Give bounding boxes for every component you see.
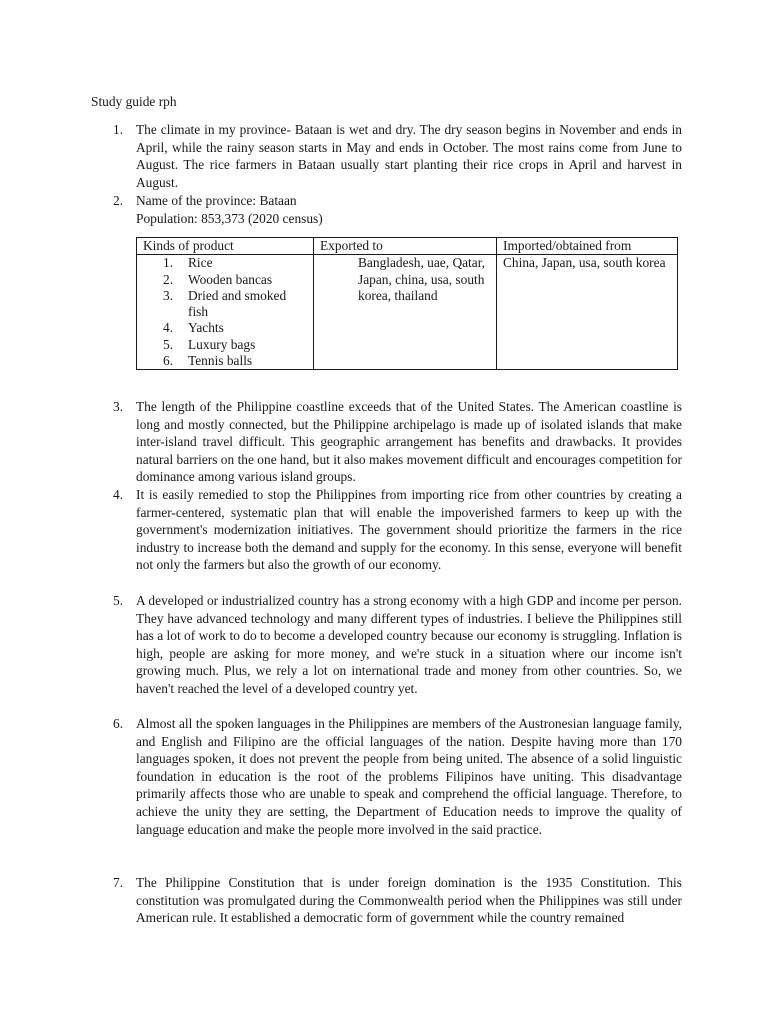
products-cell: [137, 255, 314, 370]
product-number: 4.: [163, 320, 174, 336]
product-name: Yachts: [188, 320, 224, 336]
exported-to-cell: Bangladesh, uae, Qatar, Japan, china, usa, south korea, thailand: [314, 255, 497, 370]
item-text-block: [136, 192, 682, 227]
item-number: 3.: [113, 399, 124, 414]
header-exported-to: Exported to: [314, 238, 497, 255]
product-list: [143, 255, 307, 369]
province-name: Name of the province: Bataan: [136, 193, 297, 208]
item-number: 6.: [113, 716, 124, 731]
item-text: The Philippine Constitution that is under foreign domination is the 1935 Constitution. This constitution was promulgated during the Commonwealth period when the Philippines was still under American rule. It established a democratic form of government while the country remained: [136, 875, 682, 926]
province-population: Population: 853,373 (2020 census): [136, 210, 323, 226]
document-title: Study guide rph: [91, 94, 177, 109]
product-number: 3.: [163, 287, 174, 303]
product-item: [143, 320, 307, 336]
item-text: Almost all the spoken languages in the Philippines are members of the Austronesian language family, and English and Filipino are the official languages of the nation. Despite having more than 170 languages spoken, it does not prevent the people from being united. The absence of a solid linguistic foundation in education is the root of the problems Filipinos have uniting. This disadvantage primarily affects those who are unable to speak and comprehend the official language. Therefore, to achieve the unity they are setting, the Department of Education needs to improve the quality of language education and make the people more involved in the said practice.: [136, 716, 682, 837]
table-header-row: [137, 238, 678, 255]
item-number: 4.: [113, 487, 124, 502]
item-text: It is easily remedied to stop the Philippines from importing rice from other countries by creating a farmer-centered, systematic plan that will enable the impoverished farmers to keep up with the government's modernization initiatives. The government should prioritize the farmers in the rice industry to increase both the demand and supply for the economy. In this sense, everyone will benefit not only the farmers but also the growth of our economy.: [136, 487, 682, 573]
imported-from-cell: China, Japan, usa, south korea: [497, 255, 678, 370]
product-number: 5.: [163, 336, 174, 352]
products-table: [136, 237, 678, 370]
product-item: [143, 337, 307, 353]
product-name: Tennis balls: [188, 353, 253, 369]
product-name: Wooden bancas: [188, 271, 273, 287]
product-item: [143, 272, 307, 288]
product-name: Dried and smoked fish: [188, 287, 287, 320]
item-number: 5.: [113, 593, 124, 608]
product-number: 1.: [163, 255, 174, 271]
header-kinds-of-product: Kinds of product: [137, 238, 314, 255]
product-name: Rice: [188, 255, 213, 271]
item-number: 1.: [113, 122, 124, 137]
product-name: Luxury bags: [188, 336, 256, 352]
item-text: A developed or industrialized country has a strong economy with a high GDP and income per person. They have advanced technology and many different types of industries. I believe the Philippines still has a lot of work to do to become a developed country because our economy is struggling. Inflation is high, people are asking for more money, and we're stuck in a situation where our income isn't growing much. Plus, we rely a lot on international trade and money from other countries. So, we haven't reached the level of a developed country yet.: [136, 593, 682, 696]
product-number: 6.: [163, 353, 174, 369]
product-item: [143, 255, 307, 271]
item-number: 2.: [113, 193, 124, 208]
item-number: 7.: [113, 875, 124, 890]
product-item: [143, 353, 307, 369]
product-item: [143, 288, 307, 321]
product-number: 2.: [163, 271, 174, 287]
table-row: [137, 255, 678, 370]
item-text: The climate in my province- Bataan is wet and dry. The dry season begins in November and ends in April, while the rainy season starts in May and ends in October. The most rains come from June to August. The rice farmers in Bataan usually start planting their rice crops in April and harvest in August.: [136, 122, 682, 190]
item-text: The length of the Philippine coastline exceeds that of the United States. The American coastline is long and mostly connected, but the Philippine archipelago is made up of isolated islands that make inter-island travel difficult. This geographic arrangement has benefits and drawbacks. It provides natural barriers on the one hand, but it also makes movement difficult and encourages competition for dominance among various island groups.: [136, 399, 682, 485]
header-imported-from: Imported/obtained from: [497, 238, 678, 255]
